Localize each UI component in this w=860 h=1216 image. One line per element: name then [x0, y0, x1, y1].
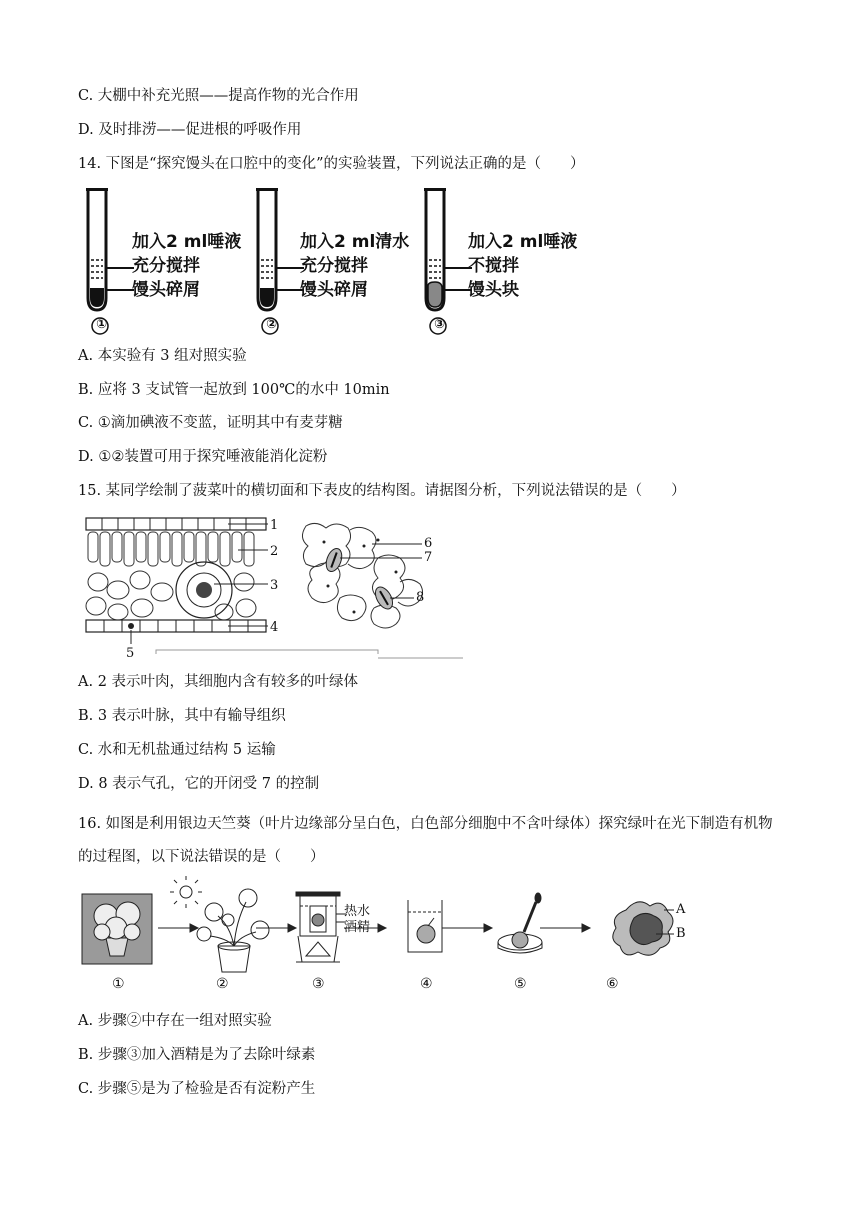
tube-1-add-label: 加入2 ml唾液: [132, 232, 242, 252]
q14-option-a: A. 本实验有 3 组对照实验: [78, 348, 247, 364]
leaf-label-7: 7: [424, 550, 433, 565]
step2-sun-plant-icon: [170, 876, 269, 972]
alcohol-label: 酒精: [344, 920, 371, 935]
tube-1-food-label: 馒头碎屑: [132, 280, 200, 300]
q13-option-c: C. 大棚中补充光照——提高作物的光合作用: [78, 88, 359, 104]
step-5-label: ⑤: [514, 976, 527, 992]
leaf-label-2: 2: [270, 544, 279, 559]
leaf-label-5: 5: [126, 646, 135, 661]
tube-3-stir-label: 不搅拌: [468, 256, 519, 276]
step-4-label: ④: [420, 976, 433, 992]
q14-option-c: C. ①滴加碘液不变蓝，证明其中有麦芽糖: [78, 415, 343, 431]
step5-iodine-dish-icon: [498, 893, 542, 953]
tube-2-stir-label: 充分搅拌: [300, 256, 368, 276]
tube-2-food-label: 馒头碎屑: [300, 280, 368, 300]
step-1-label: ①: [112, 976, 125, 992]
tube-3-add-label: 加入2 ml唾液: [468, 232, 578, 252]
tube-3-number: ③: [434, 317, 446, 332]
leaf-label-8: 8: [416, 590, 425, 605]
q15-leaf-structure-figure: [78, 512, 478, 662]
tube-2-number: ②: [266, 317, 278, 332]
q14-option-b: B. 应将 3 支试管一起放到 100℃的水中 10min: [78, 382, 390, 398]
leaf-label-1: 1: [270, 518, 279, 533]
step-6-label: ⑥: [606, 976, 619, 992]
tube-3-food-label: 馒头块: [468, 280, 519, 300]
q16-option-c: C. 步骤⑤是为了检验是否有淀粉产生: [78, 1081, 316, 1097]
step6-stained-leaf-icon: [613, 902, 674, 955]
step-2-label: ②: [216, 976, 229, 992]
q16-geranium-experiment-figure: [78, 876, 698, 996]
q13-option-d: D. 及时排涝——促进根的呼吸作用: [78, 122, 302, 138]
q16-stem: 16. 如图是利用银边天竺葵（叶片边缘部分呈白色，白色部分细胞中不含叶绿体）探究绿叶在光下制造有机物的过程图，以下说法错误的是（ ）: [78, 816, 773, 865]
step3-water-bath-icon: [296, 892, 346, 962]
q15-option-b: B. 3 表示叶脉，其中有输导组织: [78, 708, 286, 724]
q15-option-d: D. 8 表示气孔，它的开闭受 7 的控制: [78, 776, 320, 792]
leaf-region-a-label: A: [676, 902, 686, 917]
q15-option-c: C. 水和无机盐通过结构 5 运输: [78, 742, 276, 758]
leaf-label-6: 6: [424, 536, 433, 551]
tube-1-number: ①: [96, 317, 108, 332]
tube-1-stir-label: 充分搅拌: [132, 256, 200, 276]
tube-2-add-label: 加入2 ml清水: [300, 232, 410, 252]
step-3-label: ③: [312, 976, 325, 992]
q15-stem: 15. 某同学绘制了菠菜叶的横切面和下表皮的结构图。请据图分析，下列说法错误的是（ ）: [78, 483, 686, 499]
q16-option-a: A. 步骤②中存在一组对照实验: [78, 1013, 272, 1029]
q15-option-a: A. 2 表示叶肉，其细胞内含有较多的叶绿体: [78, 674, 359, 690]
step4-beaker-icon: [408, 900, 442, 952]
leaf-label-3: 3: [270, 578, 279, 593]
q14-test-tube-figure: [78, 186, 598, 336]
leaf-region-b-label: B: [676, 926, 686, 941]
hot-water-label: 热水: [344, 904, 371, 919]
leaf-label-4: 4: [270, 620, 279, 635]
q14-stem: 14. 下图是“探究馒头在口腔中的变化”的实验装置，下列说法正确的是（ ）: [78, 156, 585, 172]
step1-dark-plant-icon: [82, 894, 152, 964]
q14-option-d: D. ①②装置可用于探究唾液能消化淀粉: [78, 449, 328, 465]
q16-option-b: B. 步骤③加入酒精是为了去除叶绿素: [78, 1047, 316, 1063]
